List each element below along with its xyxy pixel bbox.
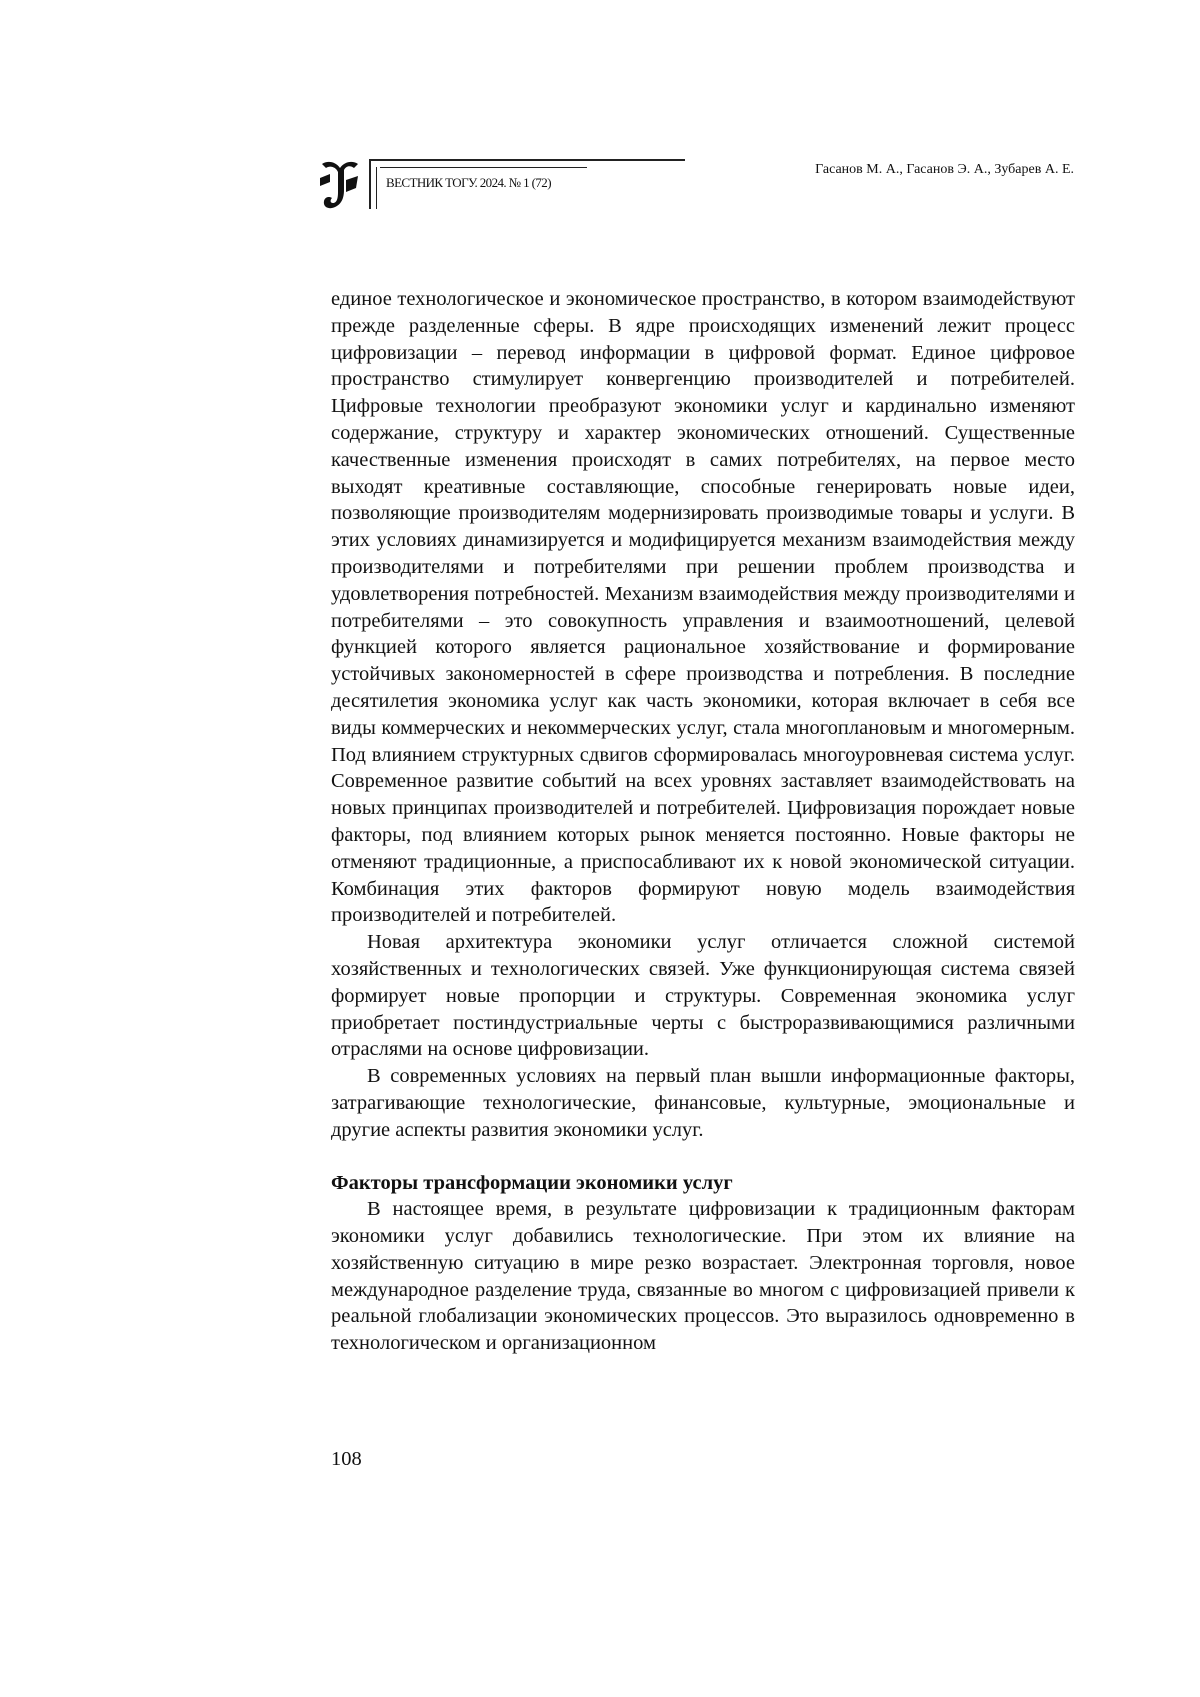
running-authors: Гасанов М. А., Гасанов Э. А., Зубарев А. Е. (815, 162, 1074, 177)
article-body (331, 286, 1075, 1357)
page-number: 108 (331, 1448, 362, 1470)
paragraph: единое технологическое и экономическое пространство, в котором взаимодействуют прежде разделенные сферы. В ядре происходящих изменений лежит процесс цифровизации – перевод информации в цифровой формат. Единое цифровое пространство стимулирует конвергенцию производителей и потребителей. Цифровые технологии преобразуют экономики услуг и кардинально изменяют содержание, структуру и характер экономических отношений. Существенные качественные изменения происходят в самих потребителях, на первое место выходят креативные составляющие, способные генерировать новые идеи, позволяющие производителям модернизировать производимые товары и услуги. В этих условиях динамизируется и модифицируется механизм взаимодействия между производителями и потребителями при решении проблем производства и удовлетворения потребностей. Механизм взаимодействия между производителями и потребителями – это совокупность управления и взаимоотношений, целевой функцией которого является рациональное хозяйствование и формирование устойчивых закономерностей в сфере производства и потребления. В последние десятилетия экономика услуг как часть экономики, которая включает в себя все виды коммерческих и некоммерческих услуг, стала многоплановым и многомерным. Под влиянием структурных сдвигов сформировалась многоуровневая система услуг. Современное развитие событий на всех уровнях заставляет взаимодействовать на новых принципах производителей и потребителей. Цифровизация порождает новые факторы, под влиянием которых рынок меняется постоянно. Новые факторы не отменяют традиционные, а приспосабливают их к новой экономической ситуации. Комбинация этих факторов формируют новую модель взаимодействия производителей и потребителей. (331, 288, 1075, 927)
section-heading: Факторы трансформации экономики услуг (331, 1171, 733, 1194)
paragraph: В настоящее время, в результате цифровизации к традиционным факторам экономики услуг добавились технологические. При этом их влияние на хозяйственную ситуацию в мире резко возрастает. Электронная торговля, новое международное разделение труда, связанные во многом с цифровизацией привели к реальной глобализации экономических процессов. Это выразилось одновременно в технологическом и организационном (331, 1198, 1075, 1355)
paragraph: В современных условиях на первый план вышли информационные факторы, затрагивающие технологические, финансовые, культурные, эмоциональные и другие аспекты развития экономики услуг. (331, 1065, 1075, 1141)
journal-title: ВЕСТНИК ТОГУ. 2024. № 1 (72) (386, 175, 551, 190)
header-rule (369, 159, 685, 161)
header-rule-inner (380, 167, 587, 168)
journal-monogram-icon (318, 160, 362, 212)
header-vertical-bar-inner (376, 167, 377, 209)
header-vertical-bar (369, 159, 371, 209)
paragraph: Новая архитектура экономики услуг отличается сложной системой хозяйственных и технологических связей. Уже функционирующая система связей формирует новые пропорции и структуры. Современная экономика услуг приобретает постиндустриальные черты с быстроразвивающимися различными отраслями на основе цифровизации. (331, 931, 1075, 1061)
